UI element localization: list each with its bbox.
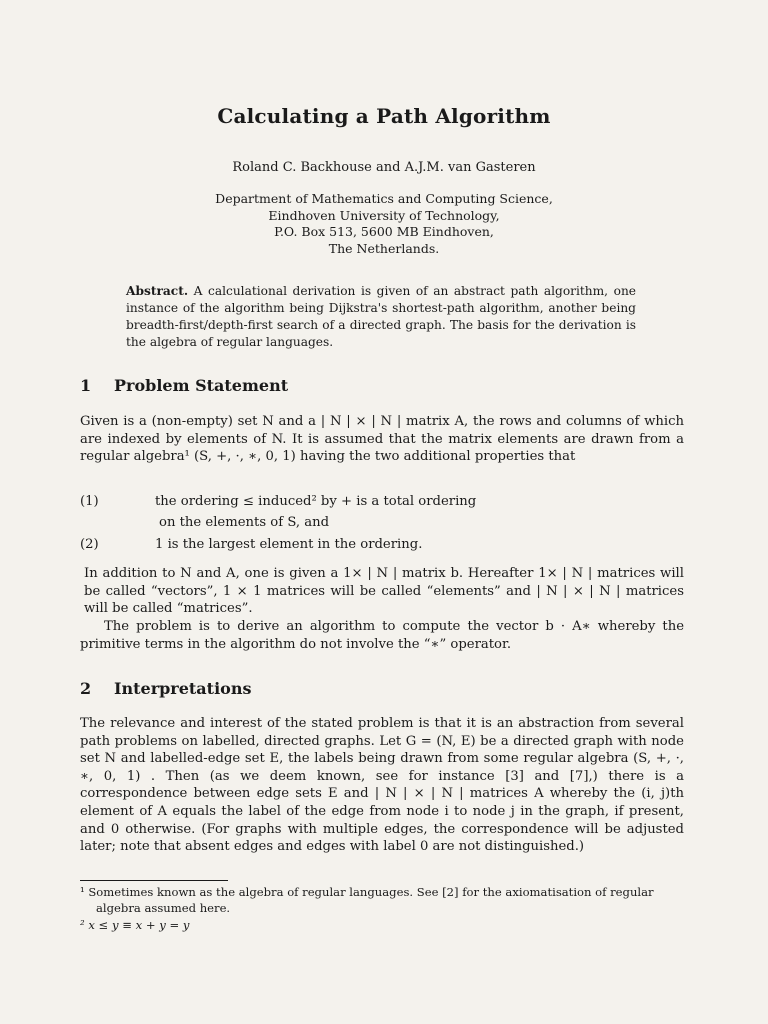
affiliation-line: The Netherlands. bbox=[328, 240, 440, 256]
property-text: 1 is the largest element in the ordering. bbox=[155, 537, 423, 552]
section-heading-problem-statement bbox=[80, 376, 288, 395]
paper-title: Calculating a Path Algorithm bbox=[217, 104, 551, 128]
section-number: 2 bbox=[80, 679, 92, 698]
affiliation bbox=[0, 191, 768, 257]
footnote-text: ² x ≤ y ≡ x + y = y bbox=[80, 918, 190, 932]
section1-paragraph-3: The problem is to derive an algorithm to compute the vector b · A∗ whereby the primitive terms in the algorithm do not involve the “∗” operator. bbox=[80, 619, 684, 652]
section-title: Problem Statement bbox=[114, 376, 289, 395]
abstract bbox=[126, 283, 636, 351]
property-text: the ordering ≤ induced² by + is a total ordering bbox=[155, 494, 477, 509]
section1-paragraph-2: In addition to N and A, one is given a 1× | N | matrix b. Hereafter 1× | N | matrices will be called “vectors”, 1 × 1 matrices will be called “elements” and | N | × | N | matrices will be called “matrices”. bbox=[84, 566, 684, 617]
footnote-rule bbox=[80, 880, 228, 881]
abstract-text: A calculational derivation is given of an abstract path algorithm, one instance of the algorithm being Dijkstra's shortest-path algorithm, another being breadth-first/depth-first search of a directed graph. The basis for the derivation is the algebra of regular languages. bbox=[126, 284, 637, 349]
abstract-label: Abstract. bbox=[126, 284, 189, 298]
affiliation-line: Department of Mathematics and Computing Science, bbox=[215, 191, 553, 206]
property-number: (1) bbox=[80, 494, 99, 509]
affiliation-line: P.O. Box 513, 5600 MB Eindhoven, bbox=[274, 224, 494, 239]
author-list: Roland C. Backhouse and A.J.M. van Gasteren bbox=[232, 160, 536, 175]
property-text-continued: on the elements of S, and bbox=[159, 515, 330, 530]
section-heading-interpretations bbox=[80, 679, 251, 698]
footnote-1 bbox=[80, 884, 684, 916]
section1-paragraph-1: Given is a (non-empty) set N and a | N | × | N | matrix A, the rows and columns of which are indexed by elements of N. It is assumed that the matrix elements are drawn from a regular algebra¹ (S, +, ·, ∗, 0, 1) having the two additional properties that bbox=[80, 414, 684, 465]
section2-paragraph-1: The relevance and interest of the stated problem is that it is an abstraction from several path problems on labelled, directed graphs. Let G = (N, E) be a directed graph with node set N and labelled-edge set E, the labels being drawn from some regular algebra (S, +, ·, ∗, 0, 1) . Then (as we deem known, see for instance [3] and [7],) there is a correspondence between edge sets E and | N | × | N | matrices A whereby the (i, j)th element of A equals the label of the edge from node i to node j in the graph, if present, and 0 otherwise. (For graphs with multiple edges, the correspondence will be adjusted later; note that absent edges and edges with label 0 are not distinguished.) bbox=[80, 716, 684, 855]
section-title: Interpretations bbox=[114, 679, 252, 698]
affiliation-line: Eindhoven University of Technology, bbox=[268, 207, 500, 223]
footnote-2 bbox=[80, 917, 684, 933]
footnote-text: ¹ Sometimes known as the algebra of regular languages. See [2] for the axiomatisation of regular algebra assumed here. bbox=[80, 885, 654, 915]
section-number: 1 bbox=[80, 376, 92, 395]
property-number: (2) bbox=[80, 537, 99, 552]
